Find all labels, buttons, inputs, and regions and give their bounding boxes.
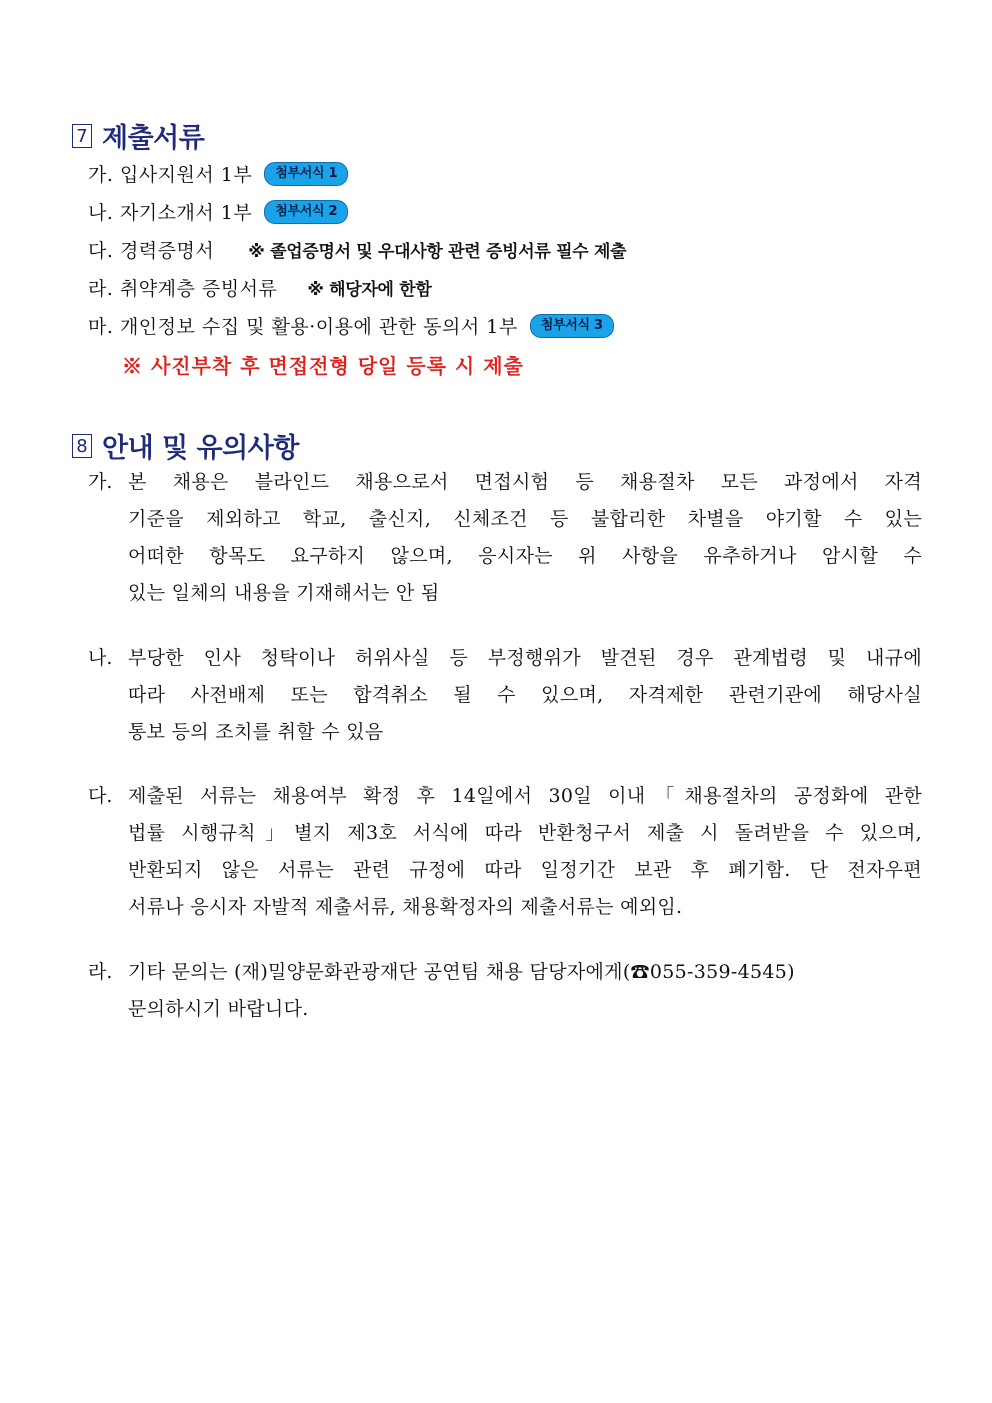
notice-paragraph xyxy=(88,464,922,612)
item-text: 자기소개서 1부 xyxy=(119,202,253,224)
item-mark: 가. xyxy=(88,164,114,186)
item-text: 입사지원서 1부 xyxy=(119,164,253,186)
paragraph-line: 통보 등의 조치를 취할 수 있음 xyxy=(128,721,384,743)
attachment-badge: 첨부서식 2 xyxy=(264,200,348,224)
paragraph-line: 있는 일체의 내용을 기재해서는 안 됨 xyxy=(128,582,440,604)
paragraph-line: 기타 문의는 (재)밀양문화관광재단 공연팀 채용 담당자에게(☎055-359-4545) xyxy=(128,961,795,983)
section-number-box: 8 xyxy=(72,434,92,458)
paragraph-line: 본 채용은 블라인드 채용으로서 면접시험 등 채용절차 모든 과정에서 자격 xyxy=(128,471,922,493)
item-mark: 마. xyxy=(88,316,114,338)
section-8-heading xyxy=(72,426,299,465)
item-note: ※ 졸업증명서 및 우대사항 관련 증빙서류 필수 제출 xyxy=(248,242,627,262)
item-text: 취약계층 증빙서류 xyxy=(119,278,278,300)
item-mark: 다. xyxy=(88,785,113,807)
item-mark: 다. xyxy=(88,240,114,262)
paragraph-line: 따라 사전배제 또는 합격취소 될 수 있으며, 자격제한 관련기관에 해당사실 xyxy=(128,684,922,706)
section-number-box: 7 xyxy=(72,124,92,148)
paragraph-line: 반환되지 않은 서류는 관련 규정에 따라 일정기간 보관 후 폐기함. 단 전자우편 xyxy=(128,859,922,881)
list-item xyxy=(88,160,348,187)
paragraph-line: 제출된 서류는 채용여부 확정 후 14일에서 30일 이내「채용절차의 공정화에 관한 xyxy=(128,785,922,807)
photo-notice: ※ 사진부착 후 면접전형 당일 등록 시 제출 xyxy=(122,354,524,378)
list-item xyxy=(88,236,626,263)
paragraph-line: 법률 시행규칙」별지 제3호 서식에 따라 반환청구서 제출 시 돌려받을 수 있으며, xyxy=(128,822,922,844)
section-title: 안내 및 유의사항 xyxy=(102,433,299,464)
attachment-badge: 첨부서식 3 xyxy=(530,314,614,338)
notice-paragraph xyxy=(88,778,922,926)
item-text: 개인정보 수집 및 활용·이용에 관한 동의서 1부 xyxy=(119,316,518,338)
paragraph-line: 어떠한 항목도 요구하지 않으며, 응시자는 위 사항을 유추하거나 암시할 수 xyxy=(128,545,922,567)
item-mark: 가. xyxy=(88,471,113,493)
item-mark: 나. xyxy=(88,202,114,224)
section-title: 제출서류 xyxy=(102,123,205,154)
item-text: 경력증명서 xyxy=(119,240,215,262)
paragraph-line: 문의하시기 바랍니다. xyxy=(128,998,309,1020)
item-mark: 나. xyxy=(88,647,113,669)
paragraph-line: 기준을 제외하고 학교, 출신지, 신체조건 등 불합리한 차별을 야기할 수 있는 xyxy=(128,508,922,530)
item-mark: 라. xyxy=(88,278,114,300)
item-note: ※ 해당자에 한함 xyxy=(307,280,432,300)
list-item xyxy=(88,312,614,339)
attachment-badge: 첨부서식 1 xyxy=(264,162,348,186)
item-mark: 라. xyxy=(88,961,113,983)
list-item xyxy=(88,198,348,225)
section-7-heading xyxy=(72,116,204,155)
paragraph-line: 부당한 인사 청탁이나 허위사실 등 부정행위가 발견된 경우 관계법령 및 내규에 xyxy=(128,647,922,669)
notice-paragraph xyxy=(88,954,922,1028)
paragraph-line: 서류나 응시자 자발적 제출서류, 채용확정자의 제출서류는 예외임. xyxy=(128,896,683,918)
list-item xyxy=(88,274,432,301)
notice-paragraph xyxy=(88,640,922,751)
